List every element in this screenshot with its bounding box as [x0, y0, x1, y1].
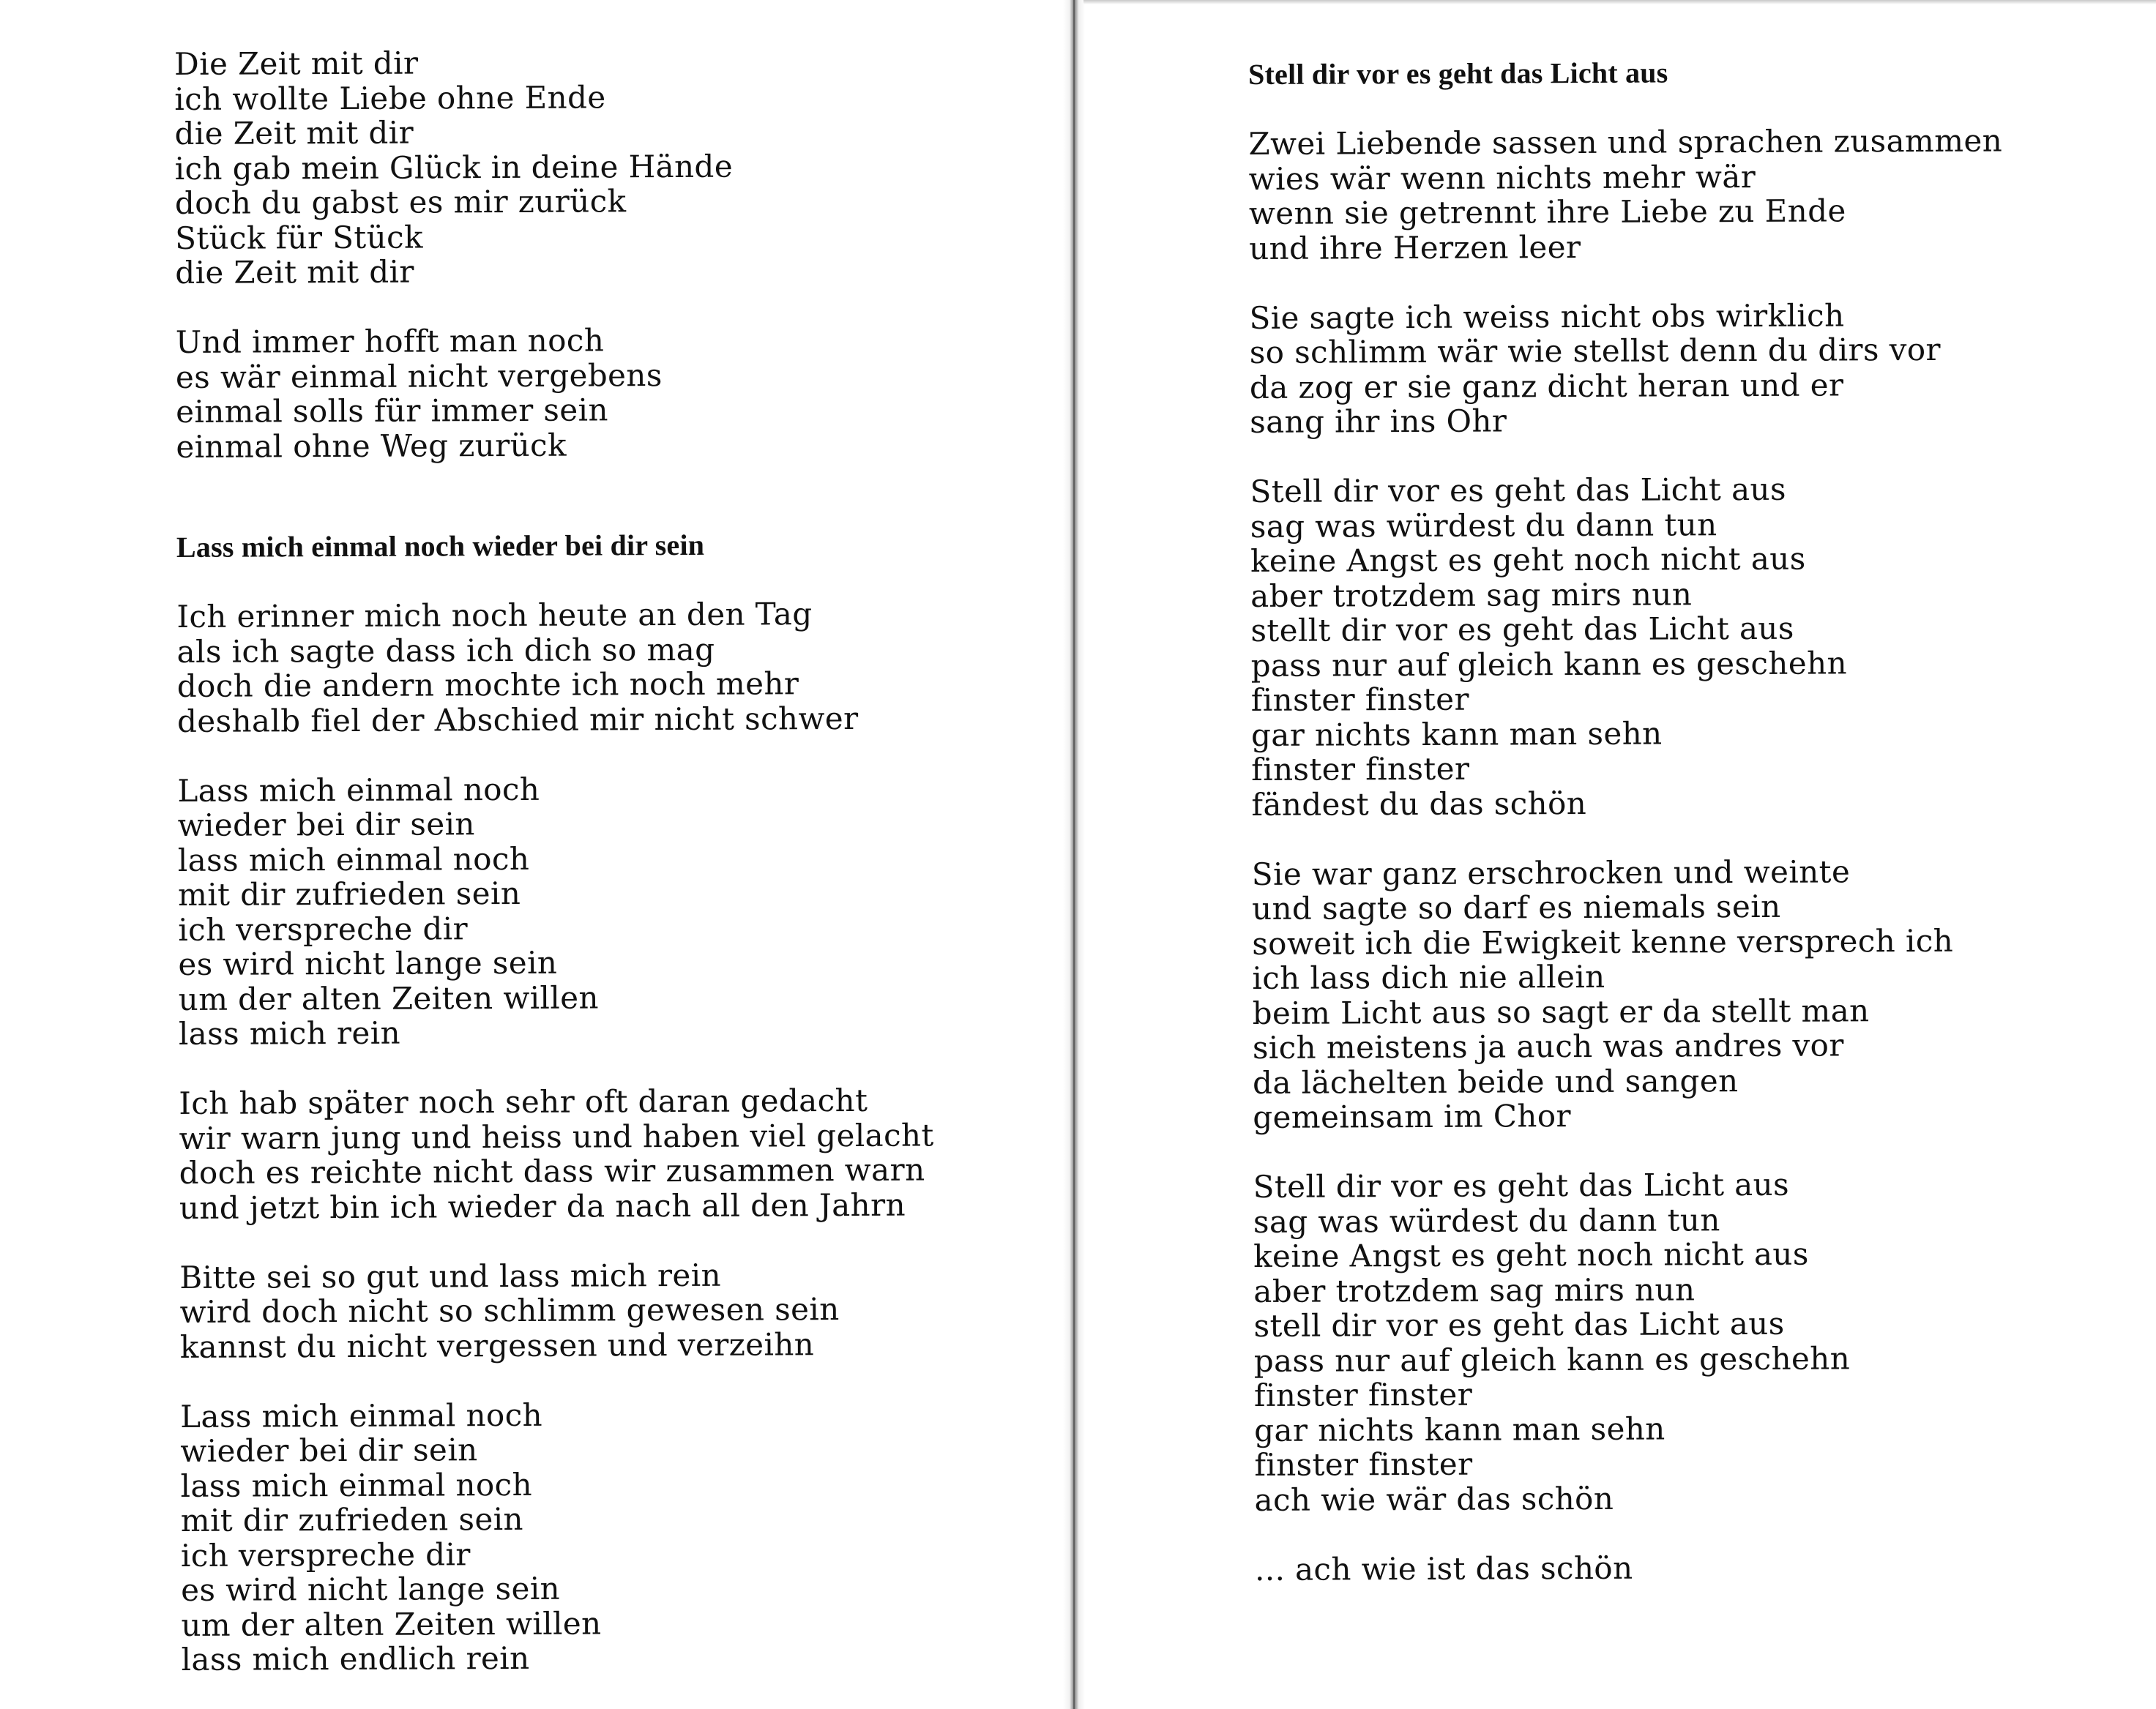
stanza	[1253, 1166, 2009, 1517]
lyric-line: ich verspreche dir	[180, 1536, 471, 1574]
lyric-line: keine Angst es geht noch nicht aus	[1253, 1235, 1809, 1274]
lyric-line: Ich hab später noch sehr oft daran gedacht	[179, 1082, 868, 1121]
lyric-line: Sie sagte ich weiss nicht obs wirklich	[1249, 296, 1845, 336]
lyric-line: ... ach wie ist das schön	[1254, 1549, 1633, 1588]
lyric-line: wieder bei dir sein	[177, 806, 475, 843]
stanza	[1252, 853, 2007, 1134]
lyric-line: aber trotzdem sag mirs nun	[1253, 1271, 1696, 1309]
lyric-line: um der alten Zeiten willen	[181, 1604, 602, 1643]
lyric-line: einmal solls für immer sein	[176, 392, 608, 430]
lyric-line: so schlimm wär wie stellst denn du dirs vor	[1249, 331, 1941, 370]
lyric-line: Stell dir vor es geht das Licht aus	[1250, 471, 1786, 509]
lyric-line: Stell dir vor es geht das Licht aus	[1253, 1166, 1790, 1205]
stanza	[1249, 297, 2003, 439]
lyric-line: da zog er sie ganz dicht heran und er	[1249, 366, 1844, 405]
lyric-line: Ich erinner mich noch heute an den Tag	[176, 596, 813, 635]
page-top-edge-shadow	[1083, 0, 2156, 4]
lyric-line: doch du gabst es mir zurück	[174, 183, 627, 221]
right-text-column	[1248, 54, 2009, 1587]
lyric-line: da lächelten beide und sangen	[1253, 1062, 1739, 1101]
lyric-line: stellt dir vor es geht das Licht aus	[1250, 610, 1794, 648]
lyric-line: lass mich rein	[178, 1014, 401, 1052]
lyric-line: deshalb fiel der Abschied mir nicht schwer	[176, 700, 859, 739]
lyric-line: wies wär wenn nichts mehr wär	[1248, 158, 1756, 197]
lyric-line: wieder bei dir sein	[180, 1432, 478, 1469]
lyric-line: gar nichts kann man sehn	[1254, 1410, 1666, 1448]
lyric-line: Lass mich einmal noch	[177, 771, 540, 809]
lyric-line: stell dir vor es geht das Licht aus	[1253, 1305, 1785, 1344]
lyric-line: doch es reichte nicht dass wir zusammen warn	[179, 1151, 925, 1191]
lyric-line: ich verspreche dir	[178, 910, 469, 948]
stanza	[179, 1082, 934, 1224]
lyric-line: finster finster	[1251, 750, 1470, 788]
lyric-line: lass mich einmal noch	[180, 1466, 533, 1504]
lyric-line: aber trotzdem sag mirs nun	[1250, 575, 1693, 614]
lyric-line: sang ihr ins Ohr	[1250, 403, 1507, 440]
lyric-line: es wird nicht lange sein	[178, 944, 558, 982]
lyric-line: Die Zeit mit dir	[174, 45, 419, 82]
stanza	[176, 596, 932, 738]
lyric-line: ach wie wär das schön	[1254, 1480, 1614, 1518]
lyric-line: einmal ohne Weg zurück	[176, 427, 567, 465]
lyric-line: Zwei Liebende sassen und sprachen zusammen	[1248, 122, 2003, 162]
stanza	[1255, 1549, 2009, 1587]
lyric-line: beim Licht aus so sagt er da stellt man	[1252, 992, 1870, 1031]
lyric-line: wir warn jung und heiss und haben viel gelacht	[179, 1116, 934, 1156]
stanza	[179, 1257, 935, 1364]
lyric-line: pass nur auf gleich kann es geschehn	[1250, 644, 1848, 684]
lyric-line: mit dir zufrieden sein	[180, 1500, 524, 1538]
lyric-line: wenn sie getrennt ihre Liebe zu Ende	[1248, 192, 1846, 231]
lyric-line: sag was würdest du dann tun	[1250, 506, 1717, 545]
lyric-line: finster finster	[1250, 681, 1470, 718]
stanza	[177, 770, 933, 1051]
left-text-column	[174, 44, 936, 1678]
stanza	[1250, 471, 2005, 822]
book-gutter	[1063, 0, 1085, 1709]
song-title: Stell dir vor es geht das Licht aus	[1248, 56, 1668, 91]
lyric-line: gar nichts kann man sehn	[1250, 715, 1663, 753]
lyric-line: Stück für Stück	[175, 219, 423, 256]
lyric-line: finster finster	[1253, 1376, 1473, 1413]
stanza	[176, 321, 931, 463]
stanza	[180, 1396, 936, 1677]
lyric-line: und jetzt bin ich wieder da nach all den Jahrn	[179, 1186, 906, 1226]
lyric-line: kannst du nicht vergessen und verzeihn	[179, 1325, 815, 1365]
lyric-line: Und immer hofft man noch	[175, 322, 605, 360]
lyric-line: die Zeit mit dir	[174, 114, 414, 152]
lyric-line: keine Angst es geht noch nicht aus	[1250, 540, 1806, 579]
song-title: Lass mich einmal noch wieder bei dir sein	[176, 528, 705, 564]
lyric-line: und sagte so darf es niemals sein	[1251, 888, 1781, 927]
lyric-line: als ich sagte dass ich dich so mag	[176, 631, 715, 670]
lyric-line: Bitte sei so gut und lass mich rein	[179, 1257, 722, 1295]
lyric-line: fändest du das schön	[1251, 785, 1587, 823]
lyric-line: gemeinsam im Chor	[1253, 1098, 1572, 1135]
lyric-line: sag was würdest du dann tun	[1253, 1201, 1720, 1240]
stanza	[1248, 124, 2002, 266]
lyric-line: die Zeit mit dir	[175, 253, 414, 291]
lyric-line: lass mich endlich rein	[181, 1639, 530, 1678]
lyric-line: pass nur auf gleich kann es geschehn	[1253, 1339, 1851, 1379]
lyric-line: ich gab mein Glück in deine Hände	[174, 148, 734, 187]
lyric-line: es wär einmal nicht vergebens	[175, 356, 663, 395]
lyric-line: lass mich einmal noch	[177, 840, 530, 878]
lyric-line: um der alten Zeiten willen	[178, 979, 599, 1017]
stanza	[174, 44, 930, 291]
lyric-line: Sie war ganz erschrocken und weinte	[1251, 853, 1851, 892]
lyric-line: mit dir zufrieden sein	[177, 875, 521, 913]
lyric-line: ich lass dich nie allein	[1252, 958, 1605, 996]
lyric-line: doch die andern mochte ich noch mehr	[176, 665, 799, 704]
lyric-line: sich meistens ja auch was andres vor	[1252, 1027, 1844, 1066]
lyric-line: und ihre Herzen leer	[1249, 228, 1581, 266]
lyric-line: es wird nicht lange sein	[181, 1570, 561, 1608]
lyric-line: finster finster	[1254, 1446, 1473, 1483]
lyric-line: Lass mich einmal noch	[180, 1396, 543, 1435]
lyric-line: soweit ich die Ewigkeit kenne versprech ich	[1252, 922, 1954, 962]
lyric-line: ich wollte Liebe ohne Ende	[174, 78, 606, 117]
lyric-line: wird doch nicht so schlimm gewesen sein	[179, 1291, 840, 1330]
